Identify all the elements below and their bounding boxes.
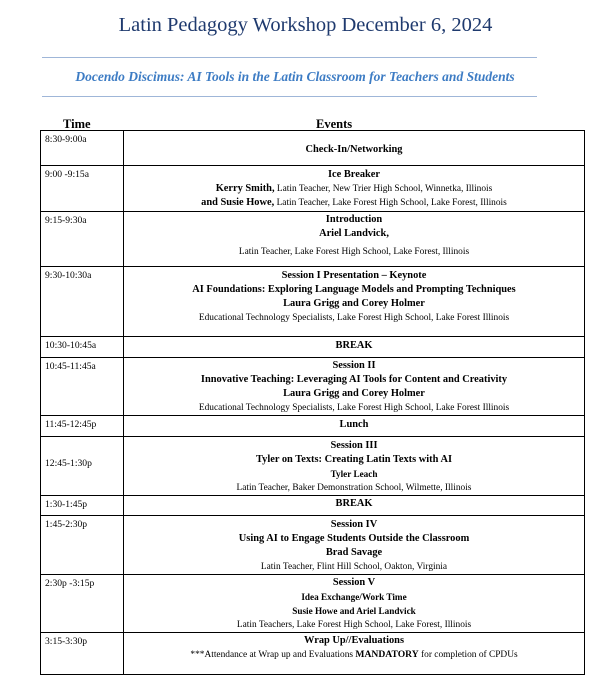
presenter-affiliation: Educational Technology Specialists, Lake Forest High School, Lake Forest Illinois [198, 403, 510, 413]
event-title: Session V [332, 577, 376, 588]
table-row [41, 131, 585, 166]
presenter-name: Ariel Landvick, [319, 228, 389, 239]
time-cell: 1:30-1:45p [41, 496, 124, 516]
session-subtitle: AI Foundations: Exploring Language Models and Prompting Techniques [192, 284, 516, 295]
event-title: Introduction [325, 214, 383, 225]
table-row [41, 212, 585, 267]
page-title: Latin Pedagogy Workshop December 6, 2024 [118, 14, 493, 36]
note-text: ***Attendance at Wrap up and Evaluations [190, 650, 356, 660]
event-title: BREAK [335, 498, 373, 509]
presenter-affiliation: Latin Teachers, Lake Forest High School, Lake Forest, Illinois [236, 620, 472, 630]
time-cell: 12:45-1:30p [41, 437, 124, 496]
presenter-affiliation: Latin Teacher, Flint Hill School, Oakton, Virginia [260, 562, 448, 572]
presenter-name: Brad Savage [325, 547, 383, 558]
table-row [41, 516, 585, 575]
table-row [41, 496, 585, 516]
column-header-time: Time [63, 117, 91, 131]
column-header-events: Events [316, 117, 353, 131]
time-cell: 3:15-3:30p [41, 633, 124, 675]
event-title: Session IV [330, 519, 378, 530]
page-subtitle: Docendo Discimus: AI Tools in the Latin Classroom for Teachers and Students [75, 69, 515, 84]
table-row [41, 416, 585, 437]
presenter-name: Kerry Smith, [215, 183, 275, 194]
event-cell [124, 575, 585, 633]
event-title: Lunch [339, 419, 369, 430]
presenter-name: Laura Grigg and Corey Holmer [283, 298, 425, 309]
time-cell: 9:30-10:30a [41, 267, 124, 337]
table-row [41, 633, 585, 675]
event-cell [124, 633, 585, 675]
presenter-affiliation: Latin Teacher, Baker Demonstration School, Wilmette, Illinois [236, 483, 472, 493]
time-cell: 10:45-11:45a [41, 358, 124, 416]
time-cell: 10:30-10:45a [41, 337, 124, 358]
table-row [41, 337, 585, 358]
presenter-affiliation: Latin Teacher, New Trier High School, Winnetka, Illinois [274, 184, 493, 194]
event-cell [124, 267, 585, 337]
schedule-table [40, 130, 585, 675]
note-text: for completion of CPDUs [418, 650, 518, 660]
time-cell: 1:45-2:30p [41, 516, 124, 575]
presenter-line [124, 196, 584, 210]
table-row [41, 267, 585, 337]
presenter-affiliation: Latin Teacher, Lake Forest High School, Lake Forest, Illinois [274, 198, 507, 208]
table-row [41, 358, 585, 416]
presenter-name: Laura Grigg and Corey Holmer [283, 388, 425, 399]
event-cell [124, 516, 585, 575]
time-cell: 11:45-12:45p [41, 416, 124, 437]
event-cell [124, 131, 585, 166]
table-row [41, 166, 585, 212]
presenter-affiliation: Latin Teacher, Lake Forest High School, Lake Forest, Illinois [238, 247, 470, 257]
divider [42, 96, 537, 97]
session-subtitle: Using AI to Engage Students Outside the Classroom [238, 533, 470, 544]
table-row [41, 437, 585, 496]
event-cell [124, 437, 585, 496]
event-title: Wrap Up//Evaluations [304, 635, 404, 646]
event-cell [124, 358, 585, 416]
presenter-line [124, 182, 584, 196]
time-cell: 8:30-9:00a [41, 131, 124, 166]
event-cell [124, 212, 585, 267]
event-title: BREAK [335, 340, 373, 351]
event-title: Session I Presentation – Keynote [281, 270, 427, 281]
event-title: Session III [330, 440, 378, 451]
presenter-name: Tyler Leach [330, 469, 378, 479]
event-cell [124, 337, 585, 358]
presenter-name: Susie Howe and Ariel Landvick [292, 606, 416, 616]
time-cell: 2:30p -3:15p [41, 575, 124, 633]
event-title: Ice Breaker [327, 169, 381, 180]
table-row [41, 575, 585, 633]
event-title: Session II [332, 360, 376, 371]
time-cell: 9:15-9:30a [41, 212, 124, 267]
divider [42, 57, 537, 58]
presenter-name: and Susie Howe, [201, 197, 275, 208]
note-emphasis: MANDATORY [355, 649, 419, 660]
event-title: Check-In/Networking [305, 144, 403, 155]
event-cell [124, 166, 585, 212]
session-subtitle: Idea Exchange/Work Time [301, 592, 407, 602]
session-subtitle: Tyler on Texts: Creating Latin Texts with AI [255, 454, 452, 465]
time-cell: 9:00 -9:15a [41, 166, 124, 212]
attendance-note [124, 648, 584, 662]
event-cell [124, 496, 585, 516]
event-cell [124, 416, 585, 437]
presenter-affiliation: Educational Technology Specialists, Lake Forest High School, Lake Forest Illinois [198, 313, 510, 323]
session-subtitle: Innovative Teaching: Leveraging AI Tools for Content and Creativity [200, 374, 508, 385]
